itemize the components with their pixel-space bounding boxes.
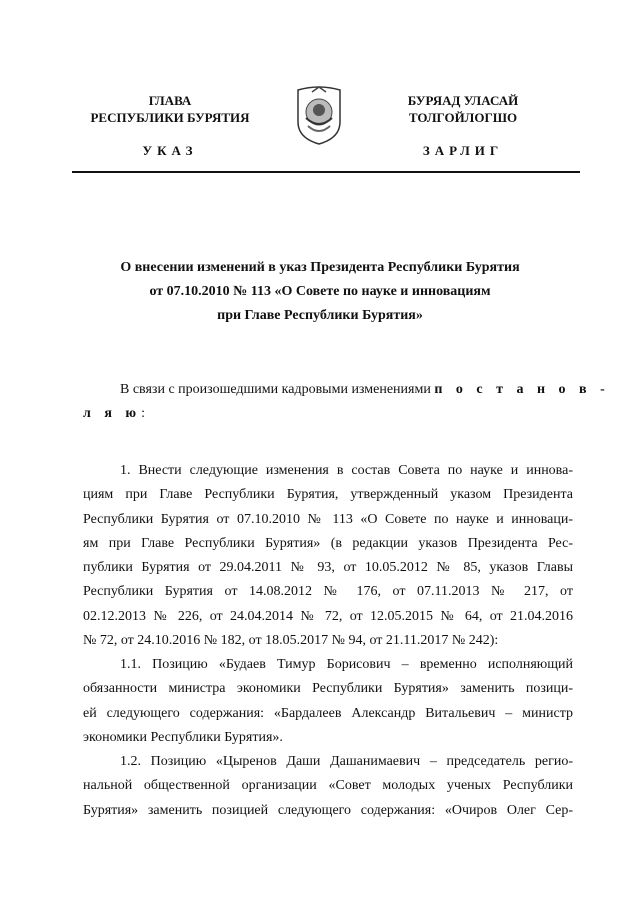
- coat-of-arms-icon: [292, 82, 346, 146]
- preamble-text: В связи с произошедшими кадровыми изменениями: [120, 382, 435, 397]
- paragraph-line: Бурятия» заменить позицией следующего содержания: «Очиров Олег Сер-: [83, 802, 573, 818]
- paragraph-line: обязанности министра экономики Республики Бурятия» заменить позици-: [83, 681, 573, 697]
- title-line-2: от 07.10.2010 № 113 «О Совете по науке и инновациям: [149, 284, 491, 299]
- header-divider: [72, 171, 580, 173]
- preamble-line-2: [83, 402, 573, 426]
- header-right-line1: БУРЯАД УЛАСАЙ: [407, 93, 519, 108]
- header-left-line1: ГЛАВА: [148, 93, 192, 108]
- paragraph-line: 02.12.2013 № 226, от 24.04.2014 № 72, от 12.05.2015 № 64, от 21.04.2016: [83, 608, 573, 624]
- title-line-3: при Главе Республики Бурятия»: [217, 308, 423, 323]
- paragraph-line: № 72, от 24.10.2016 № 182, от 18.05.2017 № 94, от 21.11.2017 № 242):: [83, 633, 499, 649]
- document-title: [60, 256, 580, 328]
- paragraph-line: 1. Внести следующие изменения в состав Совета по науке и иннова-: [120, 463, 573, 478]
- paragraph-line: Республики Бурятия от 07.10.2010 № 113 «О Совете по науке и инноваци-: [83, 511, 573, 527]
- paragraph-line: ям при Главе Республики Бурятия» (в редакции указов Президента Рес-: [83, 535, 573, 551]
- paragraph-line: нальной общественной организации «Совет молодых ученых Республики: [83, 778, 573, 794]
- decree-label-left: УКАЗ: [142, 143, 198, 158]
- title-line-1: О внесении изменений в указ Президента Республики Бурятия: [120, 260, 520, 275]
- preamble-spaced-1: п о с т а н о в -: [434, 382, 610, 397]
- preamble-tail: :: [141, 406, 146, 422]
- preamble-line-1: [83, 378, 610, 402]
- preamble-spaced-2: л я ю: [83, 406, 142, 422]
- header-left-line2: РЕСПУБЛИКИ БУРЯТИЯ: [90, 110, 250, 125]
- paragraph-line: публики Бурятия от 29.04.2011 № 93, от 10.05.2012 № 85, указов Главы: [83, 560, 573, 576]
- header-left: [60, 92, 280, 126]
- item-1-1-paragraph: [83, 653, 573, 750]
- paragraph-line: ей следующего содержания: «Бардалеев Александр Витальевич – министр: [83, 705, 573, 721]
- preamble-paragraph: [83, 378, 610, 427]
- header-right-line2: ТОЛГОЙЛОГШО: [408, 110, 518, 125]
- paragraph-line: циям при Главе Республики Бурятия, утвержденный указом Президента: [83, 487, 573, 503]
- paragraph-line: Республики Бурятия от 14.08.2012 № 176, от 07.11.2013 № 217, от: [83, 584, 573, 600]
- paragraph-line: 1.2. Позицию «Цыренов Даши Дашанимаевич – председатель регио-: [120, 754, 573, 769]
- paragraph-line: экономики Республики Бурятия».: [83, 729, 283, 745]
- paragraph-line: 1.1. Позицию «Будаев Тимур Борисович – временно исполняющий: [120, 657, 573, 672]
- item-1-2-paragraph: [83, 750, 573, 823]
- decree-label-right: ЗАРЛИГ: [422, 143, 504, 158]
- item-1-paragraph: [83, 459, 573, 653]
- header-right: [348, 92, 578, 126]
